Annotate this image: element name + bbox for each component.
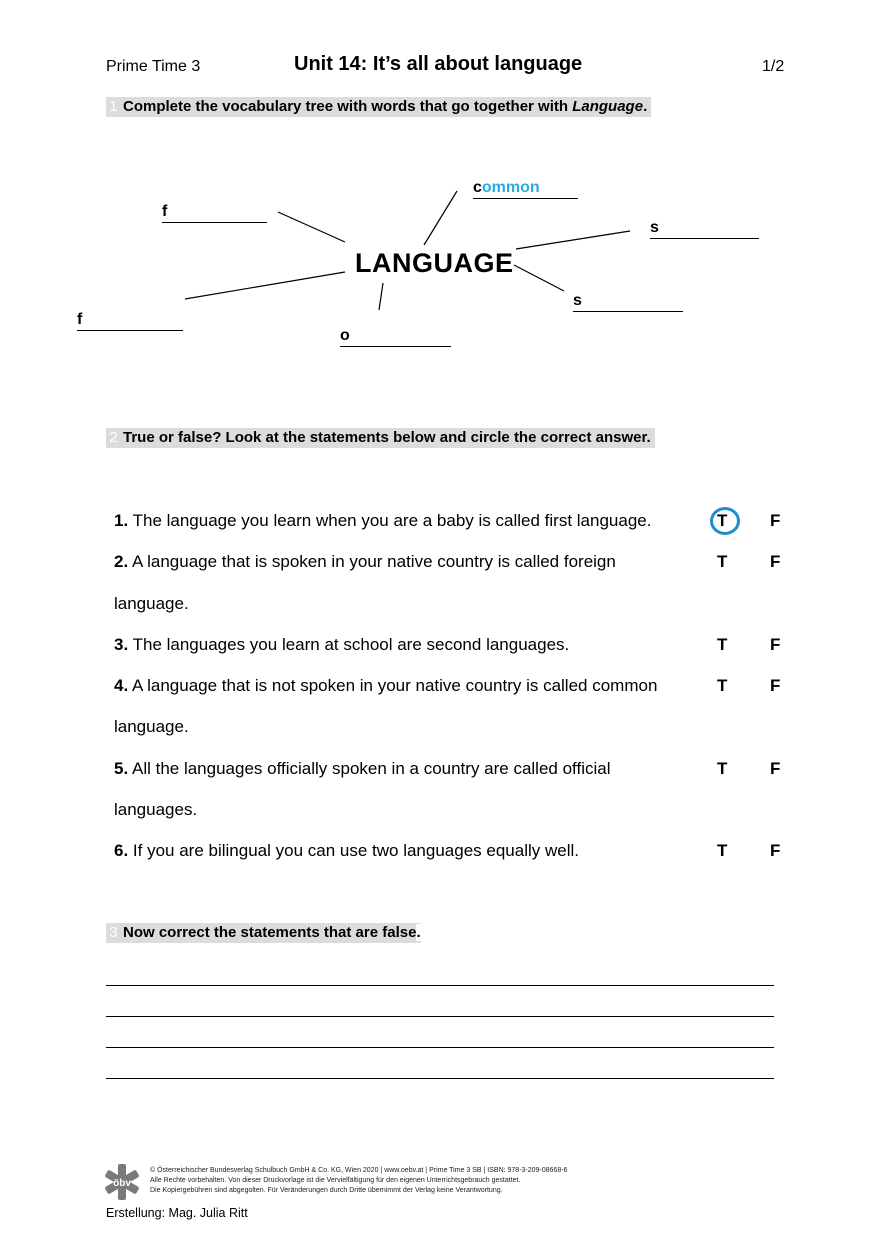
handwritten-answer: ommon <box>481 179 540 196</box>
statement-2-false[interactable]: F <box>770 552 781 571</box>
statement-6-true[interactable]: T <box>717 841 728 860</box>
statement-1 <box>114 511 651 531</box>
statement-6 <box>114 841 579 861</box>
page-number: 1/2 <box>762 58 785 75</box>
fees-line: Die Kopiergebühren sind abgegolten. Für Veränderungen durch Dritte übernimmt der Verlag keine Verantwortung. <box>150 1187 503 1194</box>
tree-line-upper-left <box>278 212 345 242</box>
statement-5-continued: languages. <box>114 800 198 819</box>
statement-text: The languages you learn at school are second languages. <box>132 635 570 654</box>
task-3-instruction <box>106 923 421 943</box>
statement-text: The language you learn when you are a baby is called first language. <box>132 511 652 530</box>
tree-blank-f-upper[interactable] <box>162 202 267 223</box>
statement-2-true[interactable]: T <box>717 552 728 571</box>
task-2-instruction <box>106 428 655 448</box>
statement-6-false[interactable]: F <box>770 841 781 860</box>
tree-center-word: LANGUAGE <box>355 248 514 278</box>
publisher-logo <box>104 1163 140 1201</box>
task-2-number: 2 <box>109 429 118 446</box>
statement-4-true[interactable]: T <box>717 676 728 695</box>
blank-first-letter: f <box>77 311 83 328</box>
statement-number: 1. <box>114 511 129 530</box>
task-1-text: Complete the vocabulary tree with words that go together with <box>123 98 573 115</box>
tree-blank-o[interactable] <box>340 326 451 347</box>
statement-number: 5. <box>114 759 129 778</box>
task-1-emphasis: Language <box>572 98 644 115</box>
statement-text: A language that is not spoken in your native country is called common <box>131 676 658 695</box>
statement-number: 4. <box>114 676 129 695</box>
blank-first-letter: s <box>573 292 582 309</box>
tree-line-top <box>424 191 457 245</box>
statement-4-continued: language. <box>114 717 189 736</box>
tree-blank-s-lower[interactable] <box>573 291 683 312</box>
tree-line-upper-right <box>516 231 630 249</box>
statement-number: 6. <box>114 841 129 860</box>
task-1-number: 1 <box>109 98 118 115</box>
statement-text: If you are bilingual you can use two languages equally well. <box>132 841 579 860</box>
task-3-text: Now correct the statements that are false <box>123 924 417 941</box>
statement-5-true[interactable]: T <box>717 759 728 778</box>
writing-line-1[interactable] <box>106 985 774 986</box>
unit-title: Unit 14: It’s all about language <box>294 53 583 75</box>
statement-2 <box>114 552 616 572</box>
statement-3 <box>114 635 569 655</box>
blank-first-letter: f <box>162 203 168 220</box>
task-3-number: 3 <box>109 924 118 941</box>
statement-1-false[interactable]: F <box>770 511 781 530</box>
statement-text: All the languages officially spoken in a country are called official <box>131 759 611 778</box>
author-credit: Erstellung: Mag. Julia Ritt <box>106 1206 248 1220</box>
blank-first-letter: c <box>473 179 482 196</box>
tree-blank-common[interactable] <box>473 178 578 199</box>
logo-text: öbv <box>113 1178 131 1189</box>
task-3-period: . <box>416 924 421 941</box>
writing-line-2[interactable] <box>106 1016 774 1017</box>
blank-first-letter: s <box>650 219 659 236</box>
task-2-text: True or false? Look at the statements below and circle the correct answer. <box>123 429 651 446</box>
tree-blank-s-upper[interactable] <box>650 218 759 239</box>
tree-line-lower-right <box>514 265 564 291</box>
statement-number: 2. <box>114 552 129 571</box>
blank-first-letter: o <box>340 327 350 344</box>
writing-line-3[interactable] <box>106 1047 774 1048</box>
copyright-line: © Österreichischer Bundesverlag Schulbuch GmbH & Co. KG, Wien 2020 | www.oebv.at | Prime Time 3 SB | ISBN: 978-3-209-08668-6 <box>150 1167 568 1174</box>
statement-5-false[interactable]: F <box>770 759 781 778</box>
rights-line: Alle Rechte vorbehalten. Von dieser Druckvorlage ist die Vervielfältigung für den eigenen Unterrichtsgebrauch gestattet. <box>150 1177 521 1184</box>
statement-number: 3. <box>114 635 129 654</box>
statement-1-true[interactable]: T <box>717 511 728 530</box>
statement-3-false[interactable]: F <box>770 635 781 654</box>
tree-line-lower-left <box>185 272 345 299</box>
book-title: Prime Time 3 <box>106 58 201 75</box>
statement-2-continued: language. <box>114 594 189 613</box>
answer-circle <box>710 507 740 535</box>
statement-3-true[interactable]: T <box>717 635 728 654</box>
writing-line-4[interactable] <box>106 1078 774 1079</box>
statement-4-false[interactable]: F <box>770 676 781 695</box>
tree-blank-f-lower[interactable] <box>77 310 183 331</box>
vocabulary-tree-lines <box>0 0 890 420</box>
statement-text: A language that is spoken in your native country is called foreign <box>131 552 616 571</box>
task-1-period: . <box>643 98 648 115</box>
statement-5 <box>114 759 610 779</box>
tree-line-bottom <box>379 283 383 310</box>
statement-4 <box>114 676 657 696</box>
